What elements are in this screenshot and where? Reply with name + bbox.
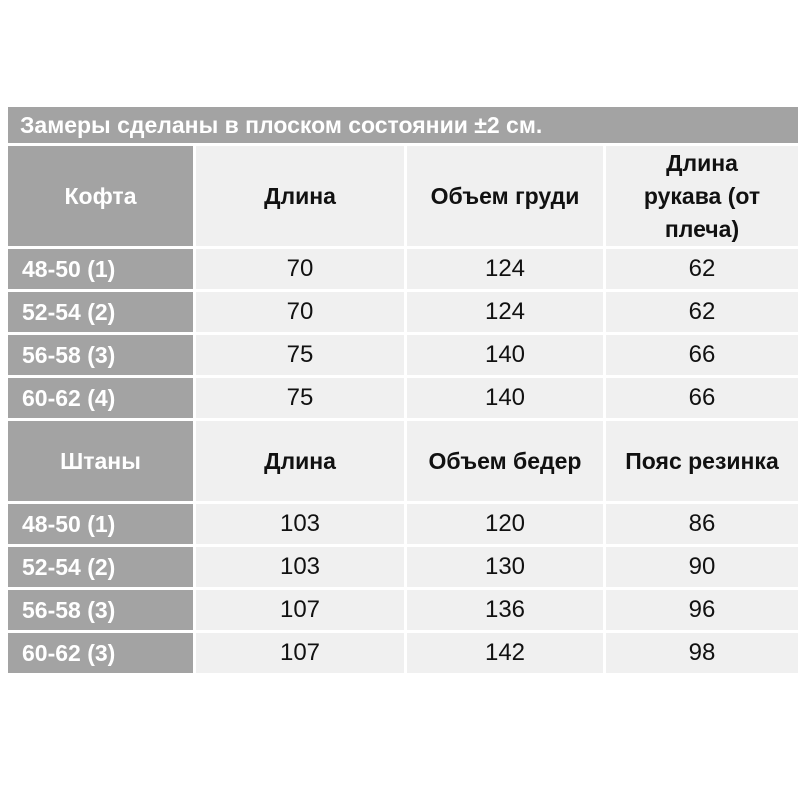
table-row [8,378,798,418]
column-header: Пояс резинка [606,421,798,501]
value-cell: 107 [196,590,404,630]
value-cell: 98 [606,633,798,673]
value-cell: 66 [606,335,798,375]
size-chart-table [5,104,800,676]
table-caption: Замеры сделаны в плоском состоянии ±2 см. [8,107,798,143]
table-row [8,249,798,289]
table-row [8,590,798,630]
table-row [8,335,798,375]
column-header: Длина [196,421,404,501]
column-header: Объем бедер [407,421,603,501]
value-cell: 124 [407,249,603,289]
value-cell: 120 [407,504,603,544]
value-cell: 75 [196,335,404,375]
value-cell: 62 [606,292,798,332]
value-cell: 70 [196,249,404,289]
column-header: Длина [196,146,404,246]
value-cell: 140 [407,378,603,418]
value-cell: 70 [196,292,404,332]
value-cell: 107 [196,633,404,673]
section-header-row [8,146,798,246]
section-header-row [8,421,798,501]
size-cell: 48-50 (1) [8,504,193,544]
value-cell: 66 [606,378,798,418]
value-cell: 103 [196,504,404,544]
table-row [8,292,798,332]
size-cell: 60-62 (3) [8,633,193,673]
value-cell: 62 [606,249,798,289]
table-row [8,547,798,587]
value-cell: 136 [407,590,603,630]
size-cell: 48-50 (1) [8,249,193,289]
size-cell: 56-58 (3) [8,335,193,375]
table-row [8,633,798,673]
value-cell: 75 [196,378,404,418]
section-label-jacket: Кофта [8,146,193,246]
column-header: Длина рукава (от плеча) [606,146,798,246]
value-cell: 96 [606,590,798,630]
value-cell: 86 [606,504,798,544]
value-cell: 142 [407,633,603,673]
size-cell: 56-58 (3) [8,590,193,630]
value-cell: 130 [407,547,603,587]
size-cell: 52-54 (2) [8,547,193,587]
value-cell: 124 [407,292,603,332]
column-header: Объем груди [407,146,603,246]
value-cell: 103 [196,547,404,587]
size-cell: 52-54 (2) [8,292,193,332]
value-cell: 140 [407,335,603,375]
section-label-pants: Штаны [8,421,193,501]
size-cell: 60-62 (4) [8,378,193,418]
value-cell: 90 [606,547,798,587]
table-row [8,504,798,544]
